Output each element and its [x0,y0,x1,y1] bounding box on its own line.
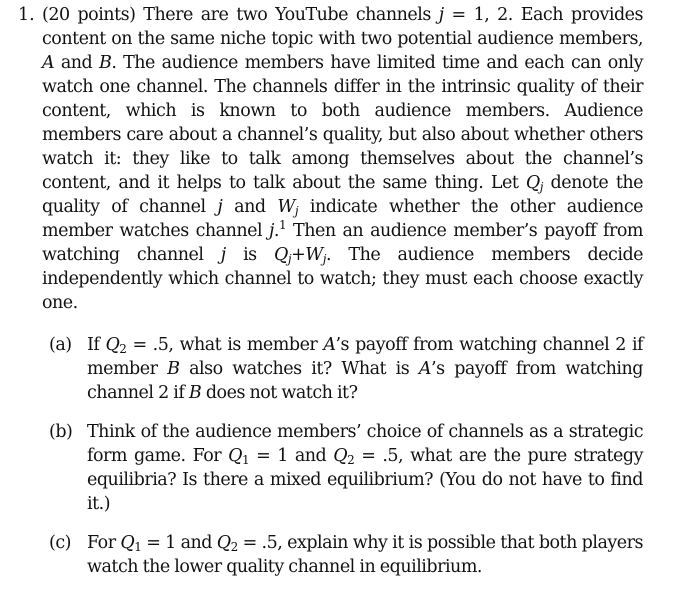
sub-question-label: (b) [49,422,73,442]
sub-question-text: Think of the audience members’ choice of channels as a strategic form game. For $Q_1 = 1$ and $Q_2 = .5$, what are the pure strategy equilibria? Is there a mixed equilibrium? (You do not have to find it.) [87,422,643,514]
sub-question-label: (a) [49,335,72,355]
problem-number: 1. [18,5,35,25]
problem-1 [18,3,643,594]
sub-question-c [49,531,643,579]
sub-question-list [49,333,643,579]
sub-question-text: For $Q_1 = 1$ and $Q_2 = .5$, explain why it is possible that both players watch the lower quality channel in equilibrium. [87,533,643,577]
sub-question-b [49,420,643,516]
sub-question-text: If $Q_2 = .5$, what is member A’s payoff from watching channel 2 if member B also watches it? What is A’s payoff from watching channel 2 if B does not watch it? [87,335,644,403]
sub-question-a [49,333,643,405]
problem-statement: (20 points) There are two YouTube channels j = 1, 2. Each provides content on the same niche topic with two potential audience members, A and B. The audience members have limited time and each can only watch one channel. The channels differ in the intrinsic quality of their content, which is known to both audience members. Audience members care about a channel’s quality, but also about whether others watch it: they like to talk among themselves about the channel’s content, and it helps to talk about the same thing. Let $Q_j$ denote the quality of channel j and $W_j$ indicate whether the other audience member watches channel j.$^1$ Then an audience member’s payoff from watching channel j is $Q_j+W_j$. The audience members decide independently which channel to watch; they must each choose exactly one. [42,5,644,313]
sub-question-label: (c) [49,533,71,553]
